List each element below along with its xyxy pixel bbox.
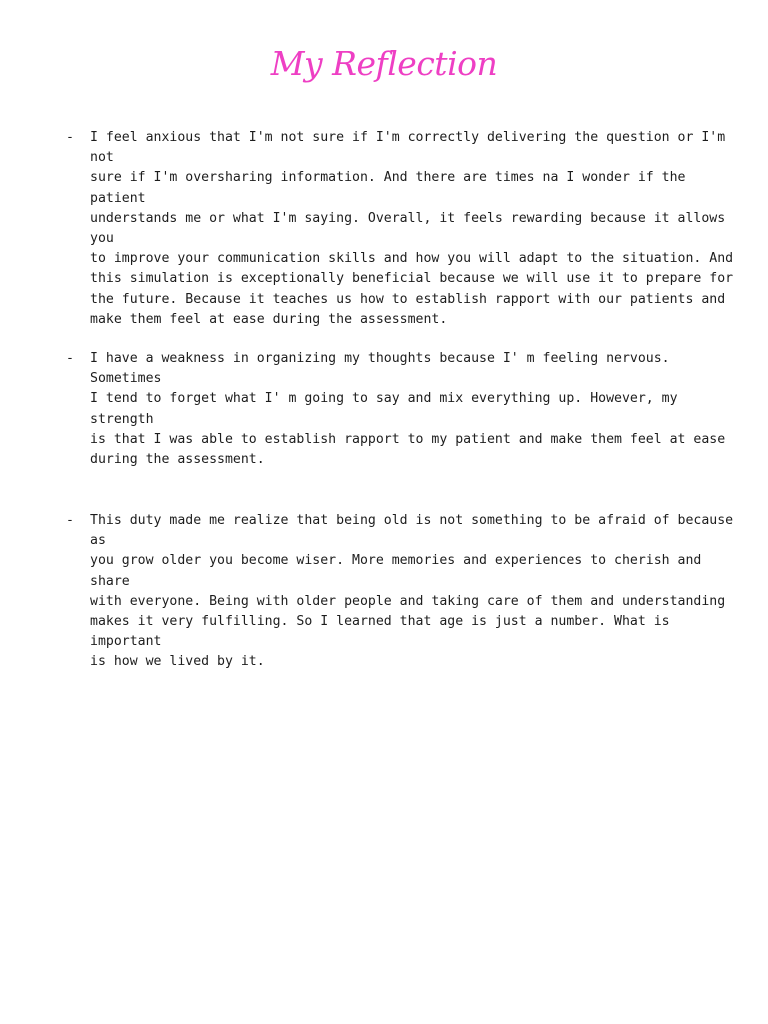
bullet-dash: - [66,513,74,528]
reflection-paragraph-3 [66,511,736,673]
bullet-dash: - [66,130,74,145]
paragraph-text: This duty made me realize that being old is not something to be afraid of because as you grow older you become wiser. More memories and experiences to cherish and share with everyone. Being with older people and taking care of them and understanding makes it very fulfilling. So I learned that age is just a number. What is important is how we lived by it. [90,513,734,670]
reflection-paragraph-2 [66,349,736,470]
paragraph-text: I have a weakness in organizing my thoughts because I' m feeling nervous. Sometimes I tend to forget what I' m going to say and mix everything up. However, my strength is that I was able to establish rapport to my patient and make them feel at ease during the assessment. [90,351,726,468]
page-title: My Reflection [270,44,498,83]
bullet-dash: - [66,351,74,366]
paragraph-text: I feel anxious that I'm not sure if I'm correctly delivering the question or I'm not sure if I'm oversharing information. And there are times na I wonder if the patient understands me or what I'm saying. Overall, it feels rewarding because it allows you to improve your communication skills and how you will adapt to the situation. And this simulation is exceptionally beneficial because we will use it to prepare for the future. Because it teaches us how to establish rapport with our patients and make them feel at ease during the assessment. [90,130,734,327]
reflection-paragraph-1 [66,128,736,330]
